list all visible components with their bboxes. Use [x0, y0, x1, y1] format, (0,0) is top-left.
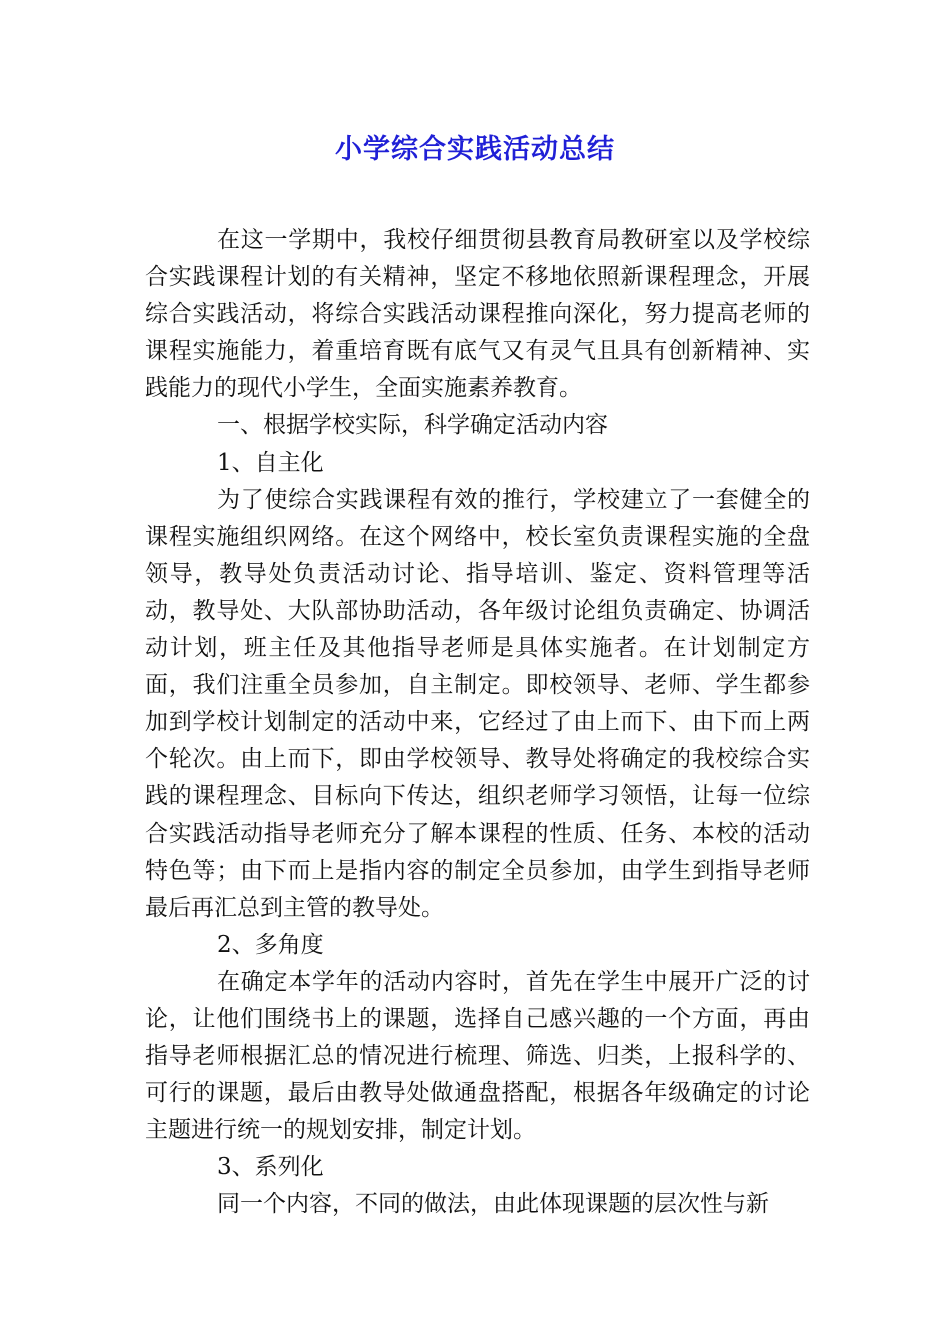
subsection-heading-3: 3、系列化	[217, 1154, 324, 1181]
paragraph-intro: 在这一学期中，我校仔细贯彻县教育局教研室以及学校综合实践课程计划的有关精神，坚定不移地依照新课程理念，开展综合实践活动，将综合实践活动课程推向深化，努力提高老师的课程实施能力，着重培育既有底气又有灵气且具有创新精神、实践能力的现代小学生，全面实施素养教育。	[145, 227, 810, 402]
document-title: 小学综合实践活动总结	[335, 134, 615, 165]
paragraph-multi-angle: 在确定本学年的活动内容时，首先在学生中展开广泛的讨论，让他们围绕书上的课题，选择自己感兴趣的一个方面，再由指导老师根据汇总的情况进行梳理、筛选、归类，上报科学的、可行的课题，最后由教导处做通盘搭配，根据各年级确定的讨论主题进行统一的规划安排，制定计划。	[145, 968, 810, 1144]
paragraph-series: 同一个内容，不同的做法，由此体现课题的层次性与新	[217, 1191, 769, 1218]
paragraph-autonomy: 为了使综合实践课程有效的推行，学校建立了一套健全的课程实施组织网络。在这个网络中，校长室负责课程实施的全盘领导，教导处负责活动讨论、指导培训、鉴定、资料管理等活动，教导处、大队部协助活动，各年级讨论组负责确定、协调活动计划，班主任及其他指导老师是具体实施者。在计划制定方面，我们注重全员参加，自主制定。即校领导、老师、学生都参加到学校计划制定的活动中来，它经过了由上而下、由下而上两个轮次。由上而下，即由学校领导、教导处将确定的我校综合实践的课程理念、目标向下传达，组织老师学习领悟，让每一位综合实践活动指导老师充分了解本课程的性质、任务、本校的活动特色等；由下而上是指内容的制定全员参加，由学生到指导老师最后再汇总到主管的教导处。	[145, 486, 810, 921]
subsection-heading-1: 1、自主化	[217, 449, 324, 476]
subsection-heading-2: 2、多角度	[217, 931, 324, 958]
section-heading-1: 一、根据学校实际，科学确定活动内容	[217, 412, 608, 439]
document-body	[145, 222, 810, 1224]
